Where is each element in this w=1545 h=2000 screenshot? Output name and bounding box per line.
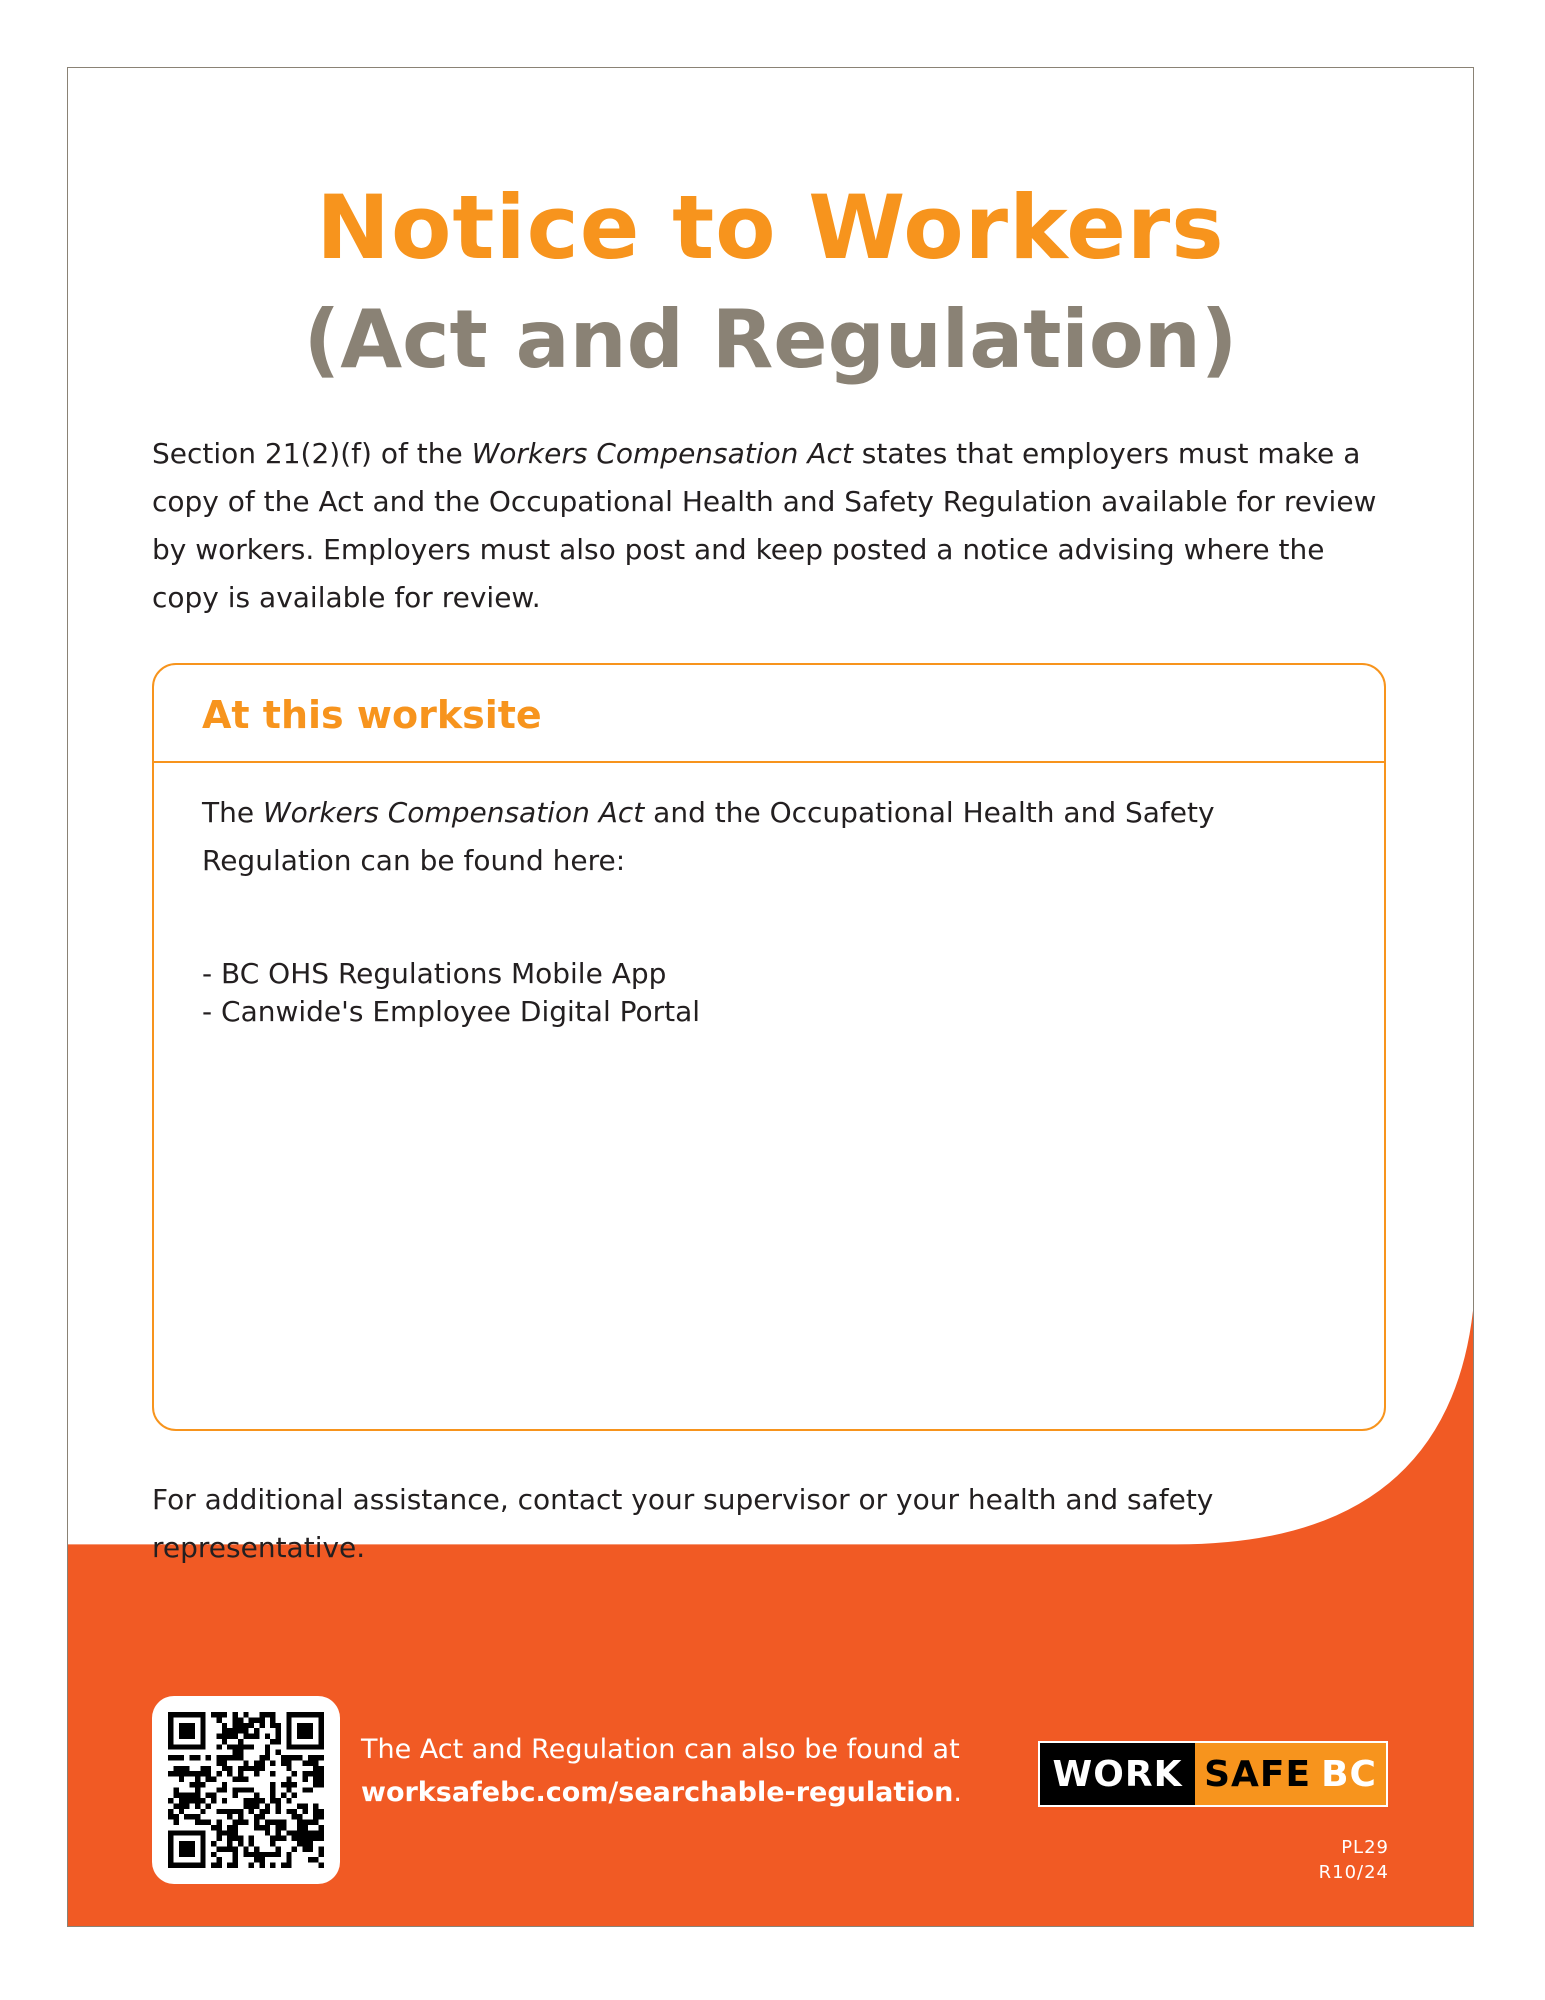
worksite-description: The Workers Compensation Act and the Occupational Health and Safety Regulation can be found here: — [202, 796, 1215, 877]
footer-url-line: worksafebc.com/searchable-regulation. — [361, 1777, 962, 1808]
worksite-box — [152, 663, 1386, 1431]
worksite-divider — [154, 761, 1384, 763]
regulation-link[interactable]: worksafebc.com/searchable-regulation — [361, 1777, 954, 1808]
list-item: - BC OHS Regulations Mobile App — [202, 955, 700, 993]
qr-code-icon — [168, 1712, 324, 1868]
act-name: Workers Compensation Act — [262, 796, 645, 829]
logo-bc: BC — [1321, 1753, 1377, 1795]
page-subtitle: (Act and Regulation) — [303, 293, 1238, 386]
form-code: PL29 — [1341, 1837, 1389, 1858]
worksite-heading: At this worksite — [202, 693, 542, 737]
worksafebc-logo — [1038, 1741, 1388, 1807]
list-item: - Canwide's Employee Digital Portal — [202, 993, 700, 1031]
assistance-text: For additional assistance, contact your supervisor or your health and safety representative. — [152, 1483, 1214, 1564]
qr-code-card — [152, 1696, 340, 1884]
intro-paragraph: Section 21(2)(f) of the Workers Compensation Act states that employers must make a copy of the Act and the Occupational Health and Safety Regulation available for review by workers. Employers must also post and keep posted a notice advising where the copy is available for review. — [152, 437, 1377, 614]
logo-work: WORK — [1040, 1743, 1195, 1805]
act-name: Workers Compensation Act — [471, 437, 853, 470]
notice-page — [67, 67, 1474, 1927]
page-title: Notice to Workers — [316, 176, 1225, 279]
footer-text: The Act and Regulation can also be found at — [361, 1734, 960, 1765]
revision-code: R10/24 — [1318, 1862, 1389, 1883]
location-list — [202, 955, 700, 1031]
logo-safe: SAFE BC — [1195, 1743, 1386, 1805]
